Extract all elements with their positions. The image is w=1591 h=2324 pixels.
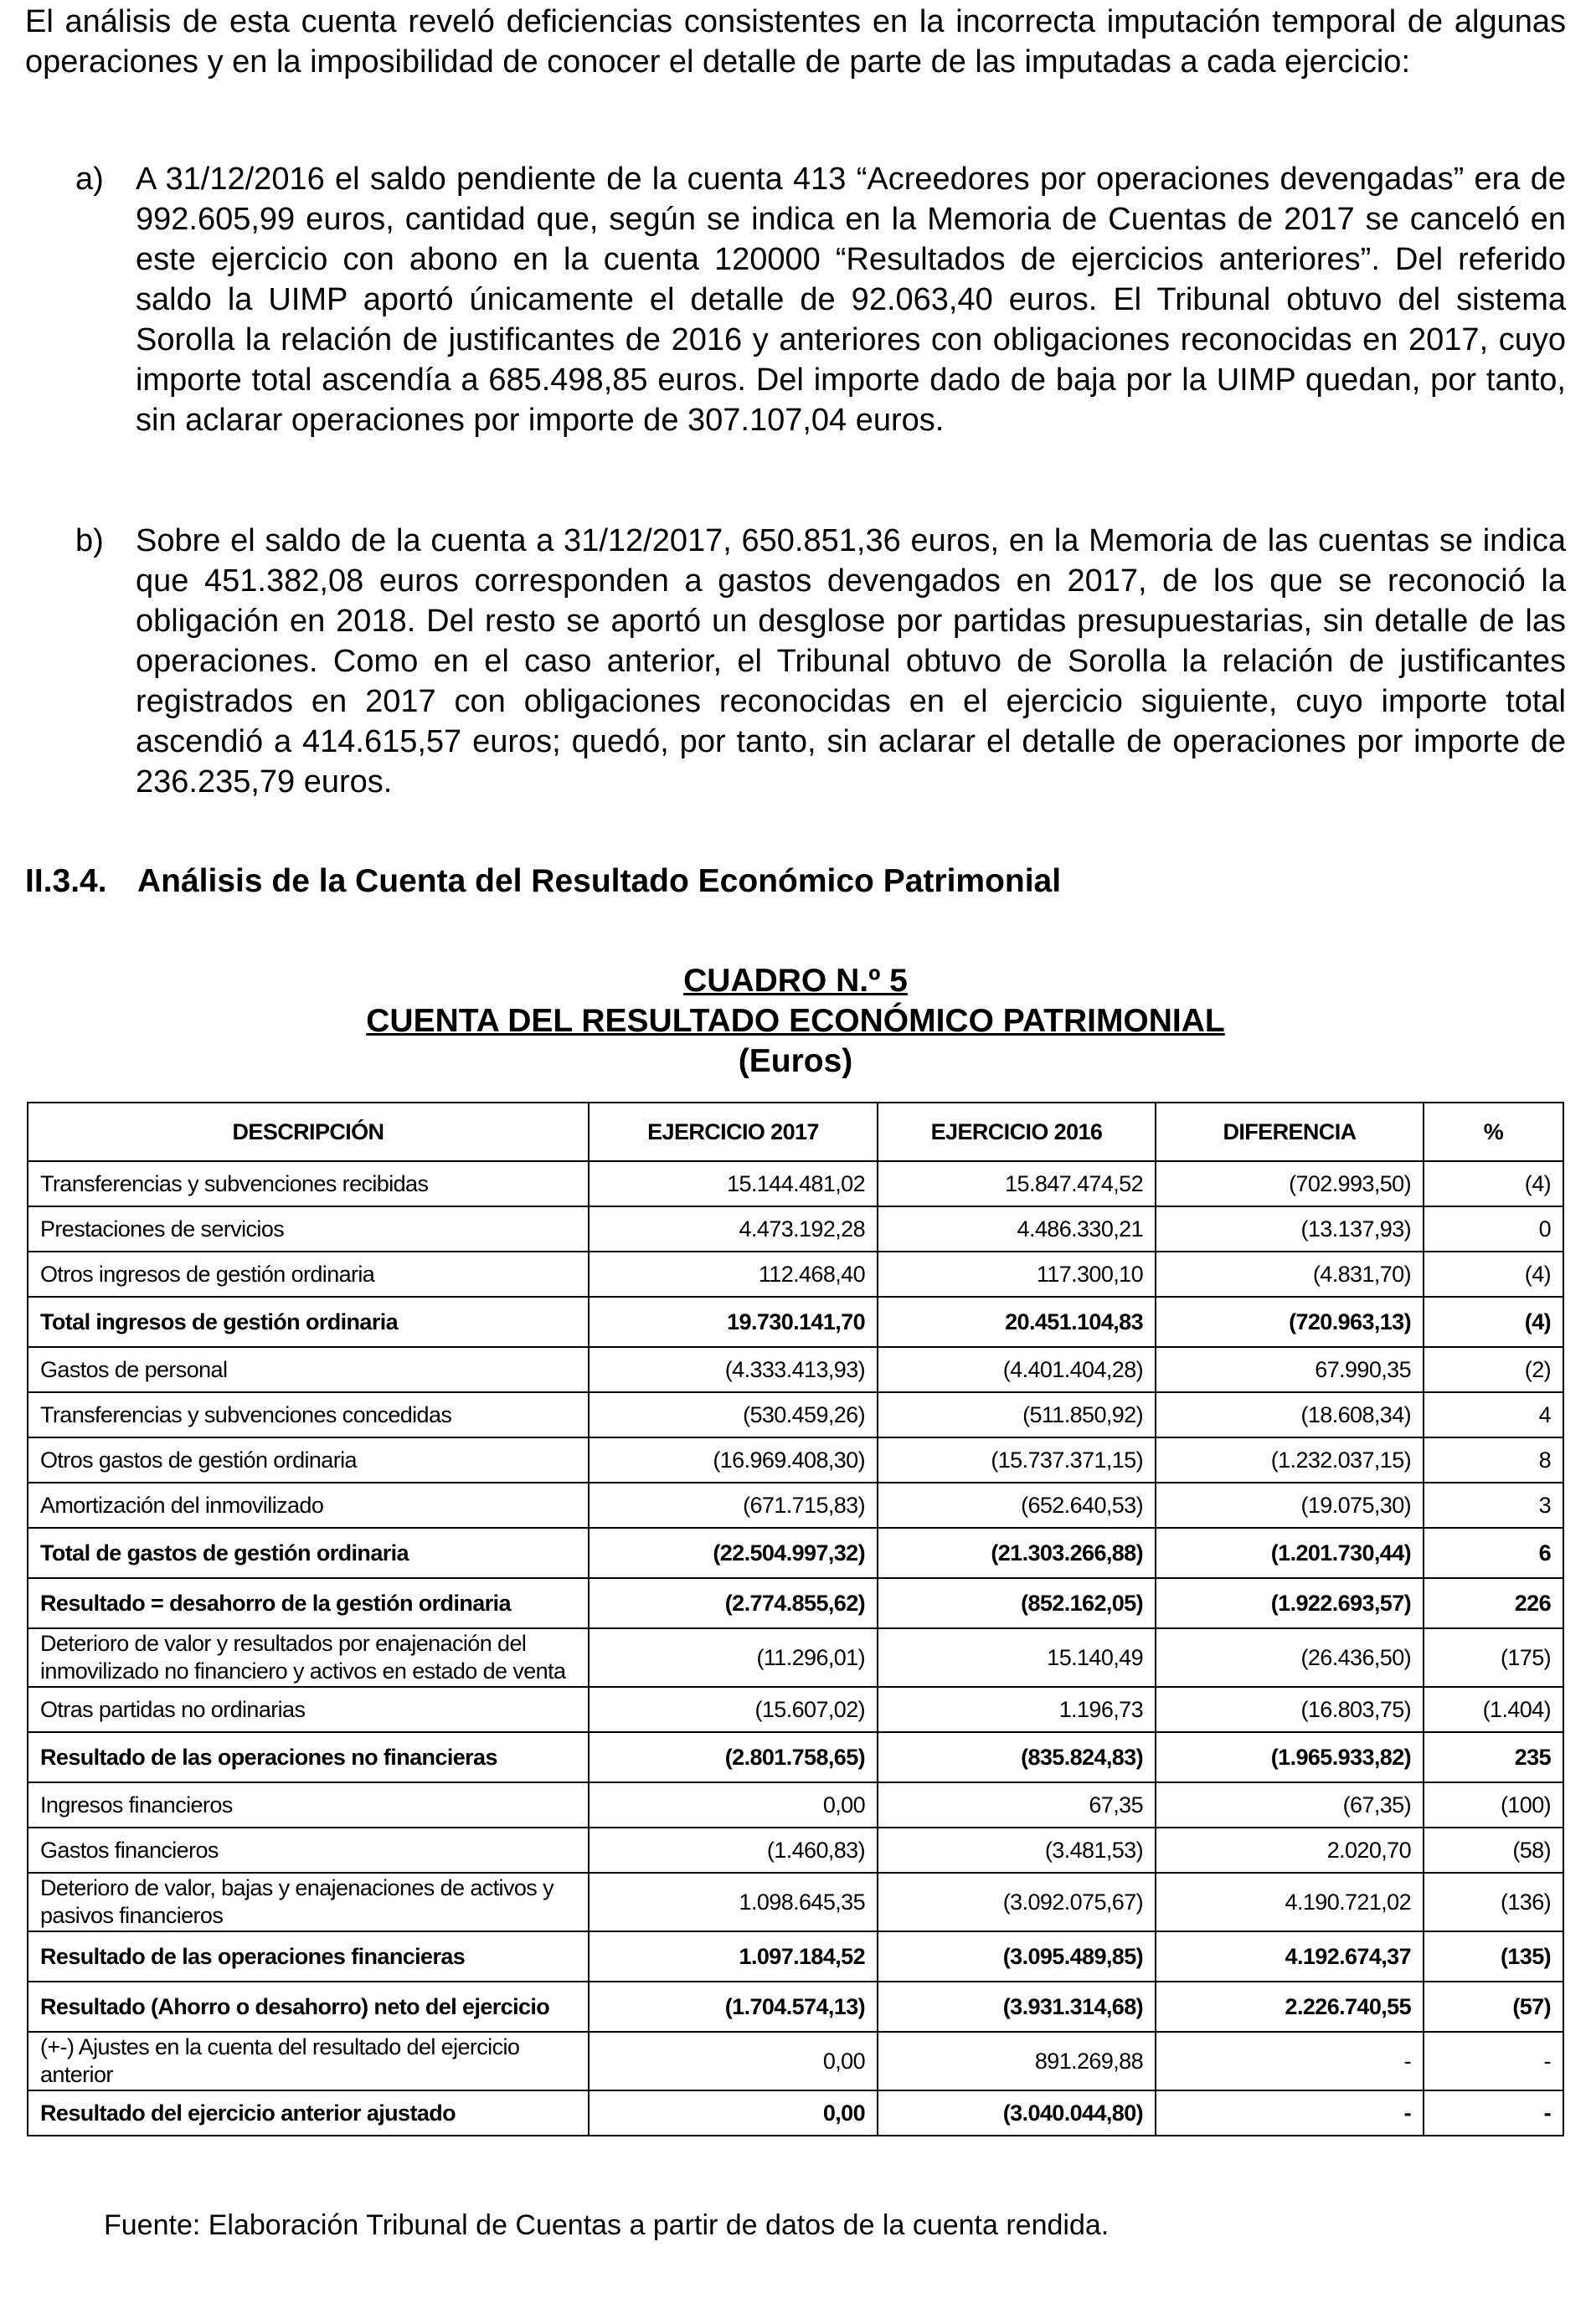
cell-difference: (18.608,34)	[1156, 1392, 1424, 1437]
table-row	[28, 1347, 1563, 1392]
table-row-total	[28, 1528, 1563, 1578]
cell-2016: 891.269,88	[878, 2032, 1156, 2090]
cell-percent: (1.404)	[1424, 1687, 1563, 1732]
cell-2017: 1.098.645,35	[589, 1873, 878, 1931]
cell-2017: (2.774.855,62)	[589, 1578, 878, 1628]
cell-2017: 19.730.141,70	[589, 1297, 878, 1347]
cell-difference: 2.020,70	[1156, 1828, 1424, 1873]
cell-percent: 8	[1424, 1437, 1563, 1483]
cell-2017: 15.144.481,02	[589, 1161, 878, 1206]
cell-2016: (4.401.404,28)	[878, 1347, 1156, 1392]
cell-2016: (3.931.314,68)	[878, 1982, 1156, 2032]
cell-percent: 235	[1424, 1732, 1563, 1782]
table-row-total	[28, 1931, 1563, 1982]
cell-percent: -	[1424, 2032, 1563, 2090]
row-description: Gastos financieros	[28, 1828, 589, 1873]
list-item-text: Sobre el saldo de la cuenta a 31/12/2017, 650.851,36 euros, en la Memoria de las cuentas se indica que 451.382,08 euros corresponden a gastos devengados en 2017, de los que se reconoció la obligación en 2018. Del resto se aportó un desglose por partidas presupuestarias, sin detalle de las operaciones. Como en el caso anterior, el Tribunal obtuvo de Sorolla la relación de justificantes registrados en 2017 con obligaciones reconocidas en el ejercicio siguiente, cuyo importe total ascendió a 414.615,57 euros; quedó, por tanto, sin aclarar el detalle de operaciones por importe de 236.235,79 euros.	[136, 523, 1566, 800]
cell-2016: 15.847.474,52	[878, 1161, 1156, 1206]
table-row-total	[28, 1982, 1563, 2032]
cell-2017: (15.607,02)	[589, 1687, 878, 1732]
table-caption-number: CUADRO N.º 5	[683, 963, 908, 999]
cell-2017: (16.969.408,30)	[589, 1437, 878, 1483]
list-item-label: b)	[75, 523, 104, 558]
table-row	[28, 1873, 1563, 1931]
cell-2016: (15.737.371,15)	[878, 1437, 1156, 1483]
cell-difference: (67,35)	[1156, 1782, 1424, 1828]
table-row	[28, 1483, 1563, 1528]
cell-2016: 1.196,73	[878, 1687, 1156, 1732]
cell-2017: 0,00	[589, 2090, 878, 2136]
table-row	[28, 1161, 1563, 1206]
list-item-b	[75, 521, 1566, 802]
row-description: Otros ingresos de gestión ordinaria	[28, 1252, 589, 1297]
cell-percent: (136)	[1424, 1873, 1563, 1931]
table-caption-title: CUENTA DEL RESULTADO ECONÓMICO PATRIMONIAL	[366, 1003, 1225, 1039]
cell-2016: (3.040.044,80)	[878, 2090, 1156, 2136]
cell-percent: 6	[1424, 1528, 1563, 1578]
table-row	[28, 1628, 1563, 1687]
cell-2017: (671.715,83)	[589, 1483, 878, 1528]
cell-percent: (4)	[1424, 1297, 1563, 1347]
row-description: Resultado de las operaciones no financieras	[28, 1732, 589, 1782]
cell-difference: 4.190.721,02	[1156, 1873, 1424, 1931]
cell-percent: (100)	[1424, 1782, 1563, 1828]
cell-2017: (11.296,01)	[589, 1628, 878, 1687]
row-description: Total de gastos de gestión ordinaria	[28, 1528, 589, 1578]
cell-2016: (3.092.075,67)	[878, 1873, 1156, 1931]
row-description: Transferencias y subvenciones recibidas	[28, 1161, 589, 1206]
cell-percent: (135)	[1424, 1931, 1563, 1982]
cell-percent: (4)	[1424, 1161, 1563, 1206]
cell-percent: (57)	[1424, 1982, 1563, 2032]
cell-difference: 4.192.674,37	[1156, 1931, 1424, 1982]
cell-2016: 20.451.104,83	[878, 1297, 1156, 1347]
cell-difference: 2.226.740,55	[1156, 1982, 1424, 2032]
header-2017: EJERCICIO 2017	[589, 1103, 878, 1161]
cell-2017: 0,00	[589, 1782, 878, 1828]
cell-2016: 67,35	[878, 1782, 1156, 1828]
cell-2017: (22.504.997,32)	[589, 1528, 878, 1578]
row-description: (+-) Ajustes en la cuenta del resultado del ejercicio anterior	[28, 2032, 589, 2090]
cell-2016: 15.140,49	[878, 1628, 1156, 1687]
cell-percent: -	[1424, 2090, 1563, 2136]
row-description: Deterioro de valor y resultados por enajenación del inmovilizado no financiero y activos en estado de venta	[28, 1628, 589, 1687]
cell-2017: 0,00	[589, 2032, 878, 2090]
cell-difference: (1.922.693,57)	[1156, 1578, 1424, 1628]
cell-2016: (652.640,53)	[878, 1483, 1156, 1528]
row-description: Resultado (Ahorro o desahorro) neto del ejercicio	[28, 1982, 589, 2032]
table-row-total	[28, 2090, 1563, 2136]
table-row	[28, 1782, 1563, 1828]
cell-difference: (702.993,50)	[1156, 1161, 1424, 1206]
list-item-text: A 31/12/2016 el saldo pendiente de la cuenta 413 “Acreedores por operaciones devengadas” era de 992.605,99 euros, cantidad que, según se indica en la Memoria de Cuentas de 2017 se canceló en este ejercicio con abono en la cuenta 120000 “Resultados de ejercicios anteriores”. Del referido saldo la UIMP aportó únicamente el detalle de 92.063,40 euros. El Tribunal obtuvo del sistema Sorolla la relación de justificantes de 2016 y anteriores con obligaciones reconocidas en 2017, cuyo importe total ascendía a 685.498,85 euros. Del importe dado de baja por la UIMP quedan, por tanto, sin aclarar operaciones por importe de 307.107,04 euros.	[136, 162, 1566, 438]
cell-difference: (1.201.730,44)	[1156, 1528, 1424, 1578]
row-description: Resultado de las operaciones financieras	[28, 1931, 589, 1982]
cell-2017: (530.459,26)	[589, 1392, 878, 1437]
table-row	[28, 1392, 1563, 1437]
cell-difference: (13.137,93)	[1156, 1206, 1424, 1252]
cell-2017: (1.704.574,13)	[589, 1982, 878, 2032]
cell-percent: 4	[1424, 1392, 1563, 1437]
table-row	[28, 1437, 1563, 1483]
cell-percent: 3	[1424, 1483, 1563, 1528]
cell-2016: (511.850,92)	[878, 1392, 1156, 1437]
results-table	[27, 1102, 1564, 2136]
cell-percent: (175)	[1424, 1628, 1563, 1687]
row-description: Resultado = desahorro de la gestión ordinaria	[28, 1578, 589, 1628]
section-heading	[25, 861, 1566, 902]
row-description: Total ingresos de gestión ordinaria	[28, 1297, 589, 1347]
cell-percent: (2)	[1424, 1347, 1563, 1392]
intro-paragraph: El análisis de esta cuenta reveló deficiencias consistentes en la incorrecta imputación temporal de algunas operaciones y en la imposibilidad de conocer el detalle de parte de las imputadas a cada ejercicio:	[25, 4, 1566, 80]
row-description: Ingresos financieros	[28, 1782, 589, 1828]
row-description: Resultado del ejercicio anterior ajustado	[28, 2090, 589, 2136]
row-description: Otras partidas no ordinarias	[28, 1687, 589, 1732]
table-row	[28, 2032, 1563, 2090]
cell-difference: -	[1156, 2032, 1424, 2090]
row-description: Deterioro de valor, bajas y enajenaciones de activos y pasivos financieros	[28, 1873, 589, 1931]
section-title: Análisis de la Cuenta del Resultado Económico Patrimonial	[137, 863, 1062, 899]
cell-2016: (3.481,53)	[878, 1828, 1156, 1873]
cell-difference: (1.232.037,15)	[1156, 1437, 1424, 1483]
cell-difference: (1.965.933,82)	[1156, 1732, 1424, 1782]
table-row-total	[28, 1578, 1563, 1628]
cell-2017: (1.460,83)	[589, 1828, 878, 1873]
table-row-total	[28, 1732, 1563, 1782]
row-description: Prestaciones de servicios	[28, 1206, 589, 1252]
header-2016: EJERCICIO 2016	[878, 1103, 1156, 1161]
cell-2017: (2.801.758,65)	[589, 1732, 878, 1782]
cell-percent: 226	[1424, 1578, 1563, 1628]
cell-difference: (720.963,13)	[1156, 1297, 1424, 1347]
header-percent: %	[1424, 1103, 1563, 1161]
source-note: Fuente: Elaboración Tribunal de Cuentas a partir de datos de la cuenta rendida.	[104, 2209, 1110, 2241]
list-item-a	[75, 159, 1566, 440]
table-caption-units: (Euros)	[738, 1043, 853, 1079]
cell-difference: (26.436,50)	[1156, 1628, 1424, 1687]
cell-2016: (835.824,83)	[878, 1732, 1156, 1782]
table-header-row	[28, 1103, 1563, 1161]
cell-2016: (21.303.266,88)	[878, 1528, 1156, 1578]
table-row	[28, 1252, 1563, 1297]
cell-2016: (852.162,05)	[878, 1578, 1156, 1628]
cell-2017: 4.473.192,28	[589, 1206, 878, 1252]
section-number: II.3.4.	[25, 863, 107, 899]
cell-difference: (19.075,30)	[1156, 1483, 1424, 1528]
cell-percent: (58)	[1424, 1828, 1563, 1873]
table-row-total	[28, 1297, 1563, 1347]
cell-percent: 0	[1424, 1206, 1563, 1252]
cell-2017: 112.468,40	[589, 1252, 878, 1297]
cell-difference: (16.803,75)	[1156, 1687, 1424, 1732]
cell-2017: 1.097.184,52	[589, 1931, 878, 1982]
row-description: Otros gastos de gestión ordinaria	[28, 1437, 589, 1483]
cell-difference: (4.831,70)	[1156, 1252, 1424, 1297]
row-description: Transferencias y subvenciones concedidas	[28, 1392, 589, 1437]
cell-percent: (4)	[1424, 1252, 1563, 1297]
cell-2016: (3.095.489,85)	[878, 1931, 1156, 1982]
cell-2016: 4.486.330,21	[878, 1206, 1156, 1252]
cell-difference: -	[1156, 2090, 1424, 2136]
header-difference: DIFERENCIA	[1156, 1103, 1424, 1161]
cell-2016: 117.300,10	[878, 1252, 1156, 1297]
header-description: DESCRIPCIÓN	[28, 1103, 589, 1161]
list-item-label: a)	[75, 162, 104, 197]
row-description: Amortización del inmovilizado	[28, 1483, 589, 1528]
table-row	[28, 1687, 1563, 1732]
cell-difference: 67.990,35	[1156, 1347, 1424, 1392]
row-description: Gastos de personal	[28, 1347, 589, 1392]
table-row	[28, 1828, 1563, 1873]
table-row	[28, 1206, 1563, 1252]
cell-2017: (4.333.413,93)	[589, 1347, 878, 1392]
